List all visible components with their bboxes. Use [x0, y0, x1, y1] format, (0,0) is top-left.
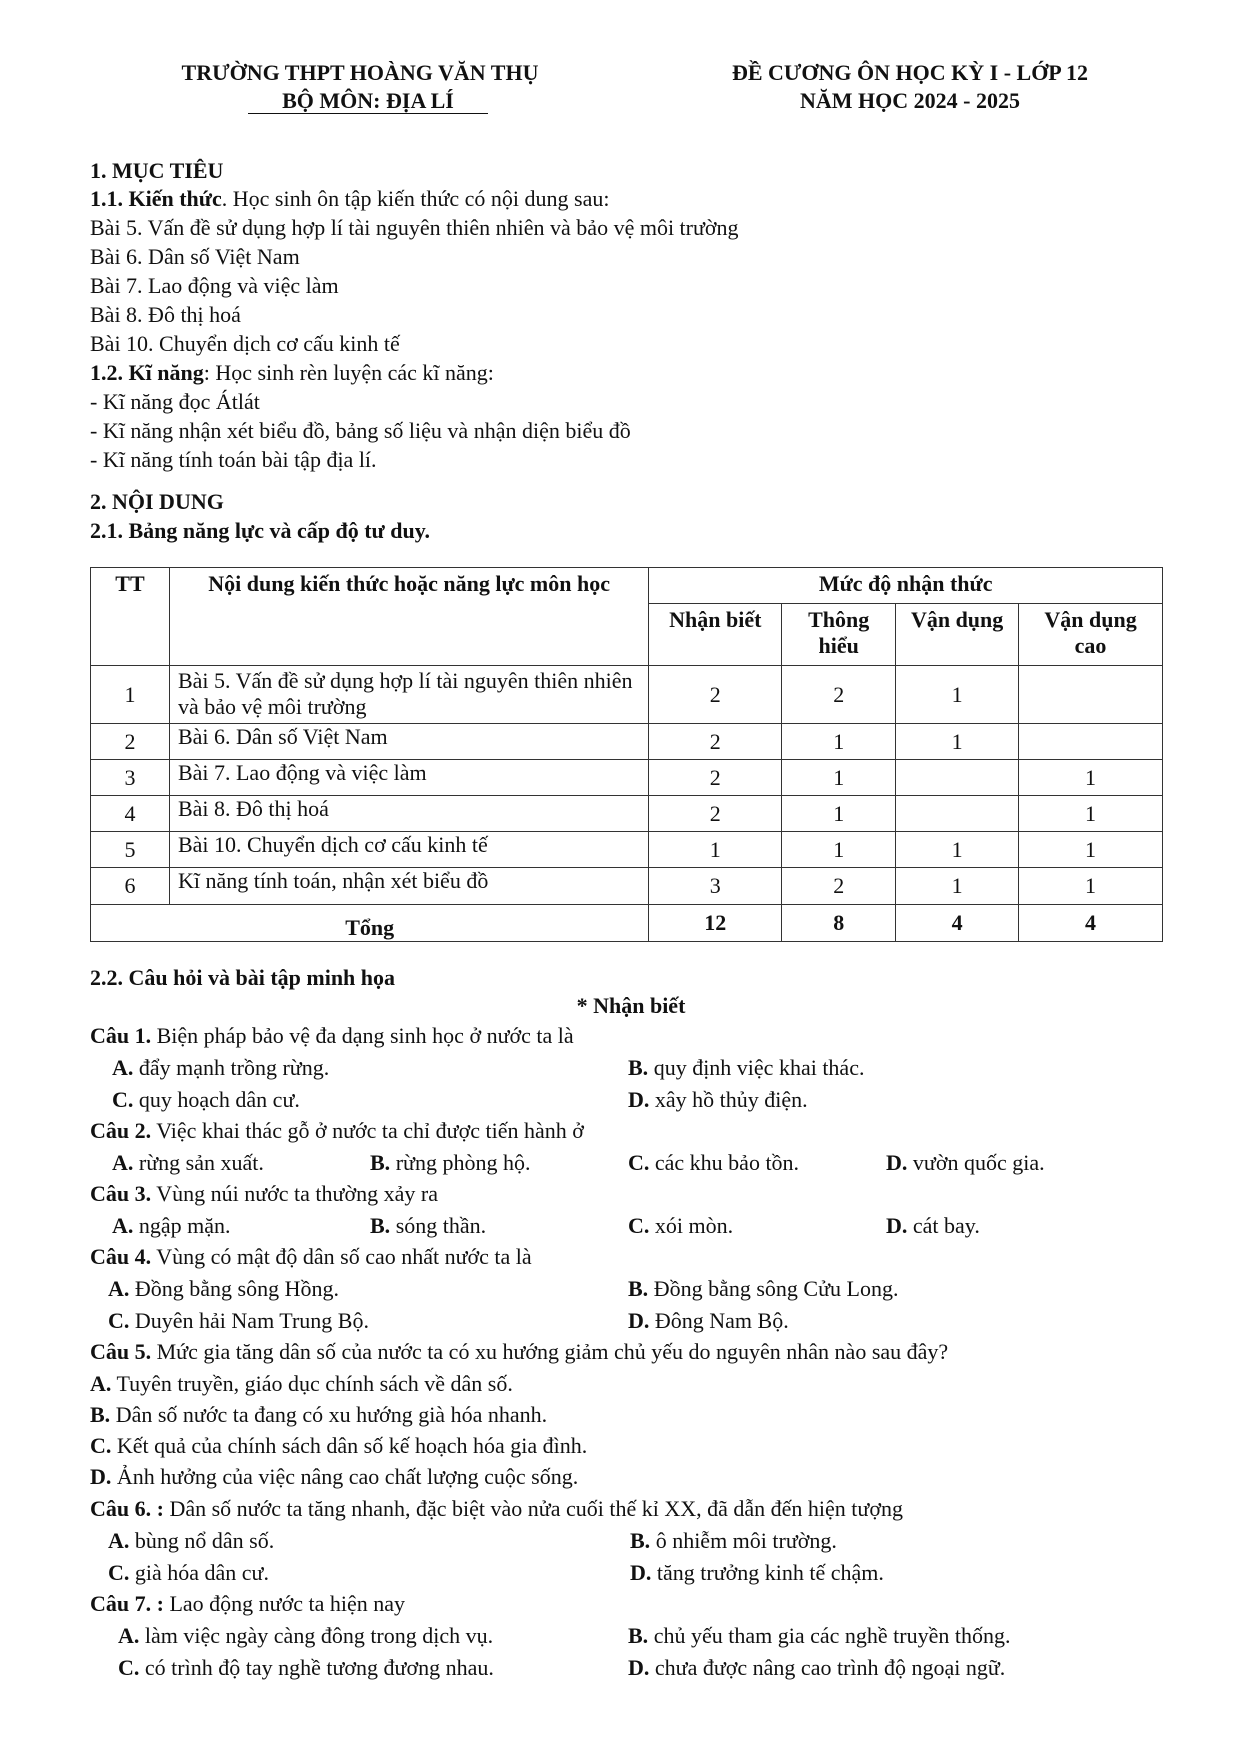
- answer-option: [118, 1655, 494, 1681]
- skill-item: - Kĩ năng đọc Átlát: [90, 389, 260, 414]
- option-text: Đông Nam Bộ.: [649, 1308, 789, 1333]
- row-value: 2: [649, 724, 782, 760]
- row-content: Kĩ năng tính toán, nhận xét biểu đồ: [169, 868, 648, 905]
- question-label: Câu 5.: [90, 1339, 152, 1364]
- option-text: rừng sản xuất.: [133, 1150, 264, 1175]
- option-letter: A.: [112, 1055, 134, 1080]
- answer-option: [112, 1055, 329, 1081]
- row-value: 1: [782, 760, 896, 796]
- option-text: Đồng bằng sông Hồng.: [129, 1276, 339, 1301]
- option-letter: C.: [118, 1655, 140, 1680]
- option-letter: C.: [628, 1150, 650, 1175]
- level-header: Nhận biết: [649, 604, 782, 666]
- row-value: [1019, 724, 1163, 760]
- option-letter: B.: [90, 1402, 111, 1427]
- answer-option: [108, 1308, 369, 1334]
- option-letter: C.: [108, 1308, 130, 1333]
- option-text: xói mòn.: [649, 1213, 734, 1238]
- answer-option: [886, 1213, 980, 1239]
- row-content: Bài 8. Đô thị hoá: [169, 796, 648, 832]
- option-text: tăng trưởng kinh tế chậm.: [651, 1560, 884, 1585]
- skills-line: [90, 360, 494, 386]
- option-text: rừng phòng hộ.: [390, 1150, 531, 1175]
- option-letter: B.: [370, 1150, 391, 1175]
- answer-option: [108, 1276, 339, 1302]
- knowledge-label: 1.1. Kiến thức: [90, 186, 222, 211]
- question-stem: [90, 1591, 405, 1617]
- option-text: Duyên hải Nam Trung Bộ.: [129, 1308, 369, 1333]
- option-text: Tuyên truyền, giáo dục chính sách về dân số.: [111, 1371, 513, 1396]
- option-text: sóng thần.: [390, 1213, 487, 1238]
- table-total-row: [91, 905, 1163, 942]
- option-letter: D.: [886, 1213, 908, 1238]
- option-text: có trình độ tay nghề tương đương nhau.: [139, 1655, 494, 1680]
- option-letter: A.: [90, 1371, 112, 1396]
- section1-heading: 1. MỤC TIÊU: [90, 158, 224, 183]
- option-letter: C.: [90, 1433, 112, 1458]
- row-value: 1: [782, 832, 896, 868]
- row-content: Bài 10. Chuyển dịch cơ cấu kinh tế: [169, 832, 648, 868]
- option-letter: B.: [628, 1276, 649, 1301]
- table-row: [91, 832, 1163, 868]
- school-name: TRƯỜNG THPT HOÀNG VĂN THỤ: [181, 60, 539, 85]
- option-letter: D.: [630, 1560, 652, 1585]
- question-label: Câu 1.: [90, 1023, 152, 1048]
- level-header: Vận dụng cao: [1019, 604, 1163, 666]
- row-value: [1019, 666, 1163, 724]
- question-text: Mức gia tăng dân số của nước ta có xu hướng giảm chủ yếu do nguyên nhân nào sau đây?: [151, 1339, 949, 1364]
- answer-option: [628, 1276, 898, 1302]
- option-letter: B.: [370, 1213, 391, 1238]
- answer-option: [108, 1560, 269, 1586]
- answer-option: [886, 1150, 1045, 1176]
- department-name: [248, 88, 488, 114]
- option-text: cát bay.: [907, 1213, 980, 1238]
- table-row: [91, 760, 1163, 796]
- row-value: 1: [782, 796, 896, 832]
- competency-table: [90, 567, 1163, 942]
- answer-option: [628, 1087, 808, 1113]
- lesson-item: Bài 6. Dân số Việt Nam: [90, 244, 300, 269]
- question-label: Câu 4.: [90, 1244, 152, 1269]
- option-text: quy định việc khai thác.: [648, 1055, 865, 1080]
- lesson-item: Bài 7. Lao động và việc làm: [90, 273, 339, 298]
- row-tt: 2: [91, 724, 170, 760]
- knowledge-text: . Học sinh ôn tập kiến thức có nội dung sau:: [221, 186, 610, 211]
- option-letter: A.: [118, 1623, 140, 1648]
- option-letter: C.: [628, 1213, 650, 1238]
- question-text: Vùng núi nước ta thường xảy ra: [151, 1181, 438, 1206]
- row-tt: 6: [91, 868, 170, 905]
- row-tt: 1: [91, 666, 170, 724]
- row-value: 1: [896, 724, 1019, 760]
- row-tt: 3: [91, 760, 170, 796]
- answer-option: [628, 1213, 733, 1239]
- option-letter: D.: [628, 1087, 650, 1112]
- question-label: Câu 7. :: [90, 1591, 164, 1616]
- answer-option: [628, 1308, 789, 1334]
- row-content: Bài 6. Dân số Việt Nam: [169, 724, 648, 760]
- row-value: 1: [782, 724, 896, 760]
- school-year: NĂM HỌC 2024 - 2025: [800, 88, 1020, 113]
- option-text: Dân số nước ta đang có xu hướng già hóa nhanh.: [110, 1402, 548, 1427]
- option-letter: D.: [90, 1464, 112, 1489]
- row-value: 1: [1019, 868, 1163, 905]
- answer-option: [118, 1623, 493, 1649]
- row-tt: 4: [91, 796, 170, 832]
- row-value: [896, 796, 1019, 832]
- question-stem: [90, 1118, 584, 1144]
- row-value: 1: [649, 832, 782, 868]
- section2-heading: 2. NỘI DUNG: [90, 489, 224, 514]
- answer-option: [112, 1150, 264, 1176]
- answer-option: [628, 1655, 1005, 1681]
- question-stem: [90, 1181, 438, 1207]
- question-text: Lao động nước ta hiện nay: [163, 1591, 405, 1616]
- col-content-header: Nội dung kiến thức hoặc năng lực môn học: [169, 568, 648, 666]
- row-value: 1: [1019, 760, 1163, 796]
- level-header: Thông hiểu: [782, 604, 896, 666]
- total-label: Tổng: [91, 905, 649, 942]
- question-text: Biện pháp bảo vệ đa dạng sinh học ở nước ta là: [151, 1023, 574, 1048]
- row-value: 2: [782, 666, 896, 724]
- skills-label: 1.2. Kĩ năng: [90, 360, 204, 385]
- option-text: Kết quả của chính sách dân số kế hoạch hóa gia đình.: [111, 1433, 588, 1458]
- question-label: Câu 3.: [90, 1181, 152, 1206]
- option-text: già hóa dân cư.: [129, 1560, 269, 1585]
- total-value: 8: [782, 905, 896, 942]
- row-value: 1: [896, 832, 1019, 868]
- option-letter: D.: [628, 1308, 650, 1333]
- option-text: Đồng bằng sông Cửu Long.: [648, 1276, 899, 1301]
- option-text: Ảnh hưởng của việc nâng cao chất lượng cuộc sống.: [111, 1464, 579, 1489]
- question-stem: [90, 1496, 903, 1522]
- level-header: Vận dụng: [896, 604, 1019, 666]
- option-text: ngập mặn.: [133, 1213, 231, 1238]
- answer-option: [630, 1560, 884, 1586]
- row-value: 2: [782, 868, 896, 905]
- row-value: 1: [896, 666, 1019, 724]
- row-value: 3: [649, 868, 782, 905]
- skill-item: - Kĩ năng tính toán bài tập địa lí.: [90, 447, 377, 472]
- row-value: 2: [649, 760, 782, 796]
- questions-heading: 2.2. Câu hỏi và bài tập minh họa: [90, 965, 396, 990]
- answer-option: [90, 1371, 513, 1397]
- option-letter: B.: [630, 1528, 651, 1553]
- row-content: Bài 5. Vấn đề sử dụng hợp lí tài nguyên thiên nhiên và bảo vệ môi trường: [169, 666, 648, 724]
- question-stem: [90, 1023, 574, 1049]
- question-text: Việc khai thác gỗ ở nước ta chỉ được tiến hành ở: [151, 1118, 584, 1143]
- department-underline: [248, 113, 488, 114]
- option-text: ô nhiễm môi trường.: [650, 1528, 837, 1553]
- option-letter: D.: [886, 1150, 908, 1175]
- option-letter: A.: [112, 1150, 134, 1175]
- lesson-item: Bài 10. Chuyển dịch cơ cấu kinh tế: [90, 331, 400, 356]
- lesson-item: Bài 5. Vấn đề sử dụng hợp lí tài nguyên thiên nhiên và bảo vệ môi trường: [90, 215, 739, 240]
- option-letter: B.: [628, 1623, 649, 1648]
- option-letter: C.: [112, 1087, 134, 1112]
- option-text: vườn quốc gia.: [907, 1150, 1045, 1175]
- total-value: 4: [1019, 905, 1163, 942]
- col-tt-header: TT: [91, 568, 170, 666]
- total-value: 12: [649, 905, 782, 942]
- table-heading: 2.1. Bảng năng lực và cấp độ tư duy.: [90, 518, 430, 543]
- row-value: 2: [649, 796, 782, 832]
- option-letter: D.: [628, 1655, 650, 1680]
- option-text: làm việc ngày càng đông trong dịch vụ.: [139, 1623, 494, 1648]
- answer-option: [112, 1087, 300, 1113]
- skill-item: - Kĩ năng nhận xét biểu đồ, bảng số liệu và nhận diện biểu đồ: [90, 418, 631, 443]
- question-label: Câu 6. :: [90, 1496, 164, 1521]
- row-value: 1: [896, 868, 1019, 905]
- option-letter: A.: [112, 1213, 134, 1238]
- answer-option: [370, 1213, 486, 1239]
- answer-option: [628, 1623, 1010, 1649]
- total-value: 4: [896, 905, 1019, 942]
- answer-option: [90, 1402, 547, 1428]
- answer-option: [112, 1213, 231, 1239]
- option-text: xây hồ thủy điện.: [649, 1087, 808, 1112]
- row-value: 1: [1019, 832, 1163, 868]
- row-content: Bài 7. Lao động và việc làm: [169, 760, 648, 796]
- option-letter: A.: [108, 1276, 130, 1301]
- question-label: Câu 2.: [90, 1118, 152, 1143]
- question-stem: [90, 1244, 532, 1270]
- row-value: [896, 760, 1019, 796]
- department-label: BỘ MÔN: ĐỊA LÍ: [282, 88, 454, 113]
- question-stem: [90, 1339, 948, 1365]
- answer-option: [90, 1433, 587, 1459]
- answer-option: [108, 1528, 274, 1554]
- option-letter: C.: [108, 1560, 130, 1585]
- option-text: chưa được nâng cao trình độ ngoại ngữ.: [649, 1655, 1006, 1680]
- table-row: [91, 868, 1163, 905]
- table-row: [91, 666, 1163, 724]
- table-row: [91, 796, 1163, 832]
- answer-option: [90, 1464, 578, 1490]
- option-text: các khu bảo tồn.: [649, 1150, 800, 1175]
- option-letter: B.: [628, 1055, 649, 1080]
- question-text: Dân số nước ta tăng nhanh, đặc biệt vào nửa cuối thế kỉ XX, đã dẫn đến hiện tượng: [163, 1496, 903, 1521]
- option-letter: A.: [108, 1528, 130, 1553]
- question-text: Vùng có mật độ dân số cao nhất nước ta là: [151, 1244, 532, 1269]
- skills-text: : Học sinh rèn luyện các kĩ năng:: [203, 360, 494, 385]
- knowledge-line: [90, 186, 609, 212]
- document-title: ĐỀ CƯƠNG ÔN HỌC KỲ I - LỚP 12: [731, 60, 1089, 85]
- row-value: 1: [1019, 796, 1163, 832]
- col-level-header: Mức độ nhận thức: [649, 568, 1163, 604]
- option-text: bùng nổ dân số.: [129, 1528, 275, 1553]
- answer-option: [628, 1150, 799, 1176]
- option-text: chủ yếu tham gia các nghề truyền thống.: [648, 1623, 1011, 1648]
- answer-option: [630, 1528, 837, 1554]
- lesson-item: Bài 8. Đô thị hoá: [90, 302, 241, 327]
- option-text: quy hoạch dân cư.: [133, 1087, 300, 1112]
- table-row: [91, 724, 1163, 760]
- level-heading: * Nhận biết: [576, 993, 686, 1018]
- row-tt: 5: [91, 832, 170, 868]
- row-value: 2: [649, 666, 782, 724]
- option-text: đẩy mạnh trồng rừng.: [133, 1055, 330, 1080]
- answer-option: [628, 1055, 864, 1081]
- answer-option: [370, 1150, 530, 1176]
